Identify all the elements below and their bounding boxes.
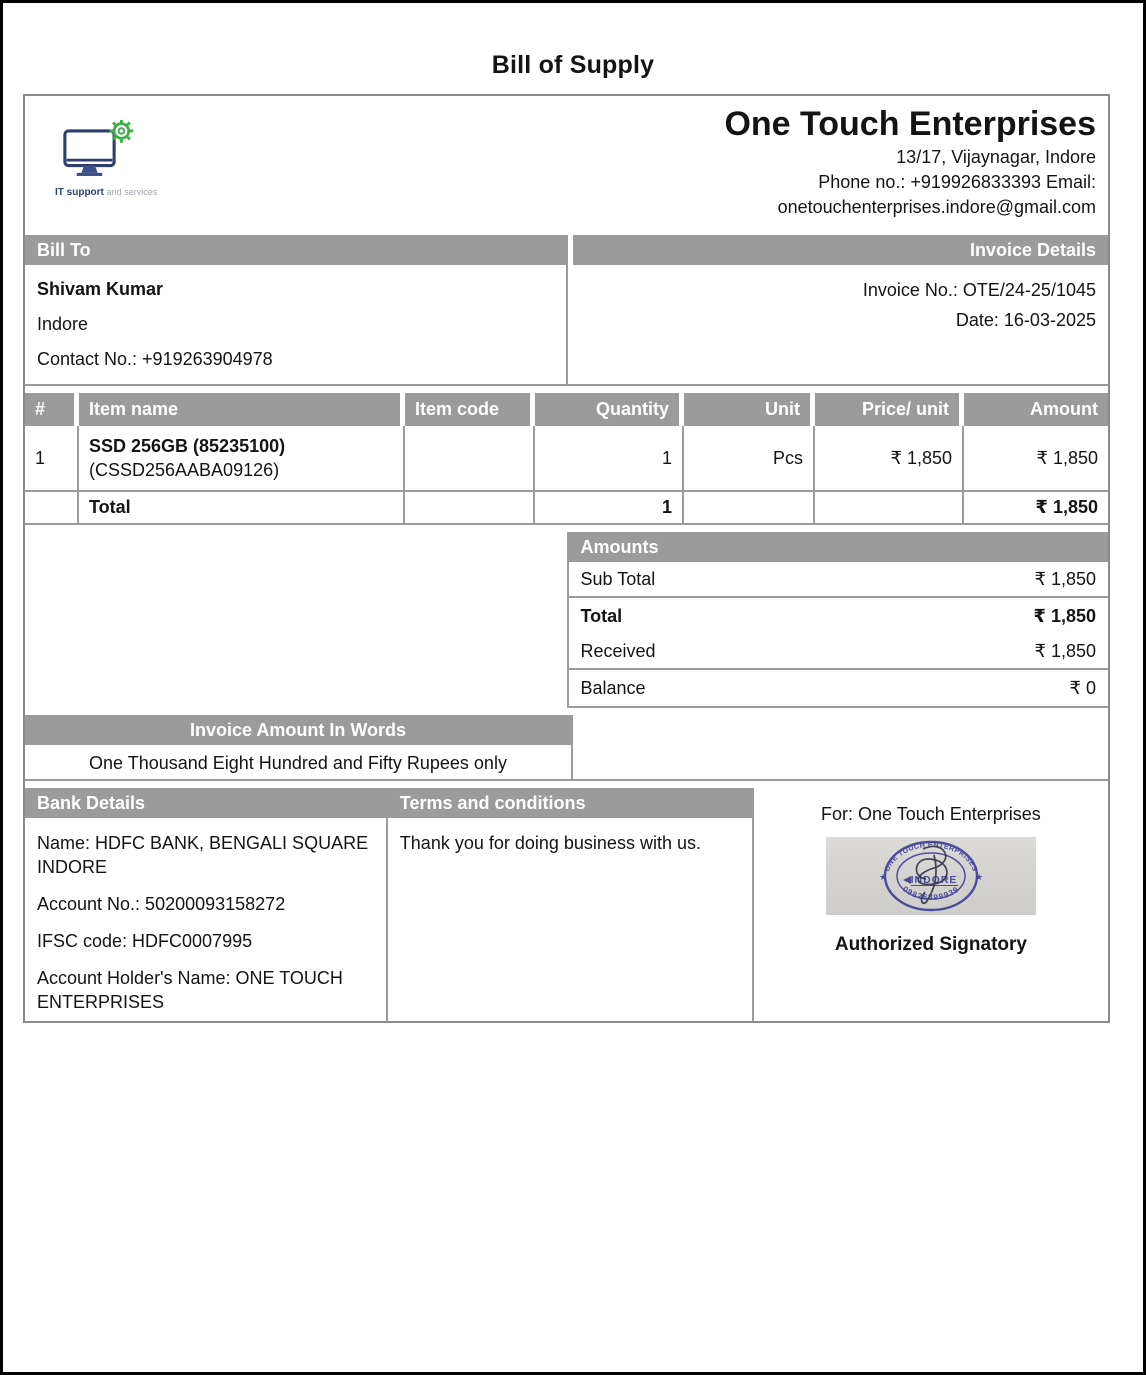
- items-total-row: [25, 492, 1108, 525]
- total-label: Total: [79, 492, 405, 525]
- total-amount: ₹ 1,850: [964, 492, 1108, 525]
- company-name: One Touch Enterprises: [724, 105, 1096, 143]
- bank-name: Name: HDFC BANK, BENGALI SQUARE INDORE: [37, 833, 369, 877]
- stamp-star-left-icon: ★: [878, 872, 887, 882]
- item-num: 1: [25, 426, 79, 492]
- amount-in-words-header: Invoice Amount In Words: [25, 715, 571, 745]
- company-stamp-icon: [826, 837, 1036, 915]
- page-title: Bill of Supply: [491, 51, 655, 79]
- item-code: [405, 426, 535, 492]
- billto-header: Bill To: [25, 235, 568, 265]
- company-phone: Phone no.: +919926833393 Email:: [818, 171, 1096, 192]
- amount-row-total: [569, 598, 1109, 634]
- signature-column: [754, 788, 1108, 1021]
- company-email: onetouchenterprises.indore@gmail.com: [777, 196, 1096, 217]
- item-quantity: 1: [535, 426, 684, 492]
- item-amount: ₹ 1,850: [964, 426, 1108, 492]
- amount-in-words-section: [25, 715, 1108, 781]
- terms-column: [388, 788, 754, 1021]
- billto-header-row: [25, 235, 1108, 265]
- bottom-section: [25, 788, 1108, 1021]
- col-header-price: Price/ unit: [815, 393, 964, 426]
- amount-row-received: [569, 634, 1109, 670]
- balance-value: ₹ 0: [1069, 677, 1096, 698]
- total-empty-code: [405, 492, 535, 525]
- total-empty-unit: [684, 492, 815, 525]
- amounts-header: Amounts: [569, 532, 1109, 562]
- col-header-quantity: Quantity: [535, 393, 684, 426]
- stamp-center-text: INDORE: [910, 874, 958, 886]
- total-value: ₹ 1,850: [1033, 605, 1096, 626]
- computer-monitor-icon: [65, 131, 114, 176]
- gear-icon: [110, 120, 134, 143]
- amount-in-words-text: One Thousand Eight Hundred and Fifty Rupees only: [25, 745, 571, 781]
- item-name: SSD 256GB (85235100): [89, 436, 286, 456]
- customer-name: Shivam Kumar: [37, 279, 164, 299]
- received-label: Received: [580, 640, 656, 661]
- logo-caption-bold: IT support: [55, 187, 104, 198]
- total-label: Total: [580, 605, 623, 626]
- stamp-photo: [754, 837, 1108, 920]
- col-header-amount: Amount: [964, 393, 1108, 426]
- billto-section: [25, 235, 1108, 386]
- total-quantity: 1: [535, 492, 684, 525]
- authorized-signatory-label: Authorized Signatory: [834, 934, 1027, 955]
- company-address: 13/17, Vijaynagar, Indore: [896, 146, 1096, 167]
- billto-content: [25, 265, 568, 384]
- stamp-star-right-icon: ★: [974, 872, 983, 882]
- company-header: [25, 96, 1108, 235]
- logo-caption-light: and services: [106, 187, 158, 197]
- terms-header: Terms and conditions: [388, 788, 752, 818]
- bank-ifsc: IFSC code: HDFC0007995: [37, 931, 253, 951]
- item-price: ₹ 1,850: [815, 426, 964, 492]
- amount-in-words-empty-box: [573, 715, 1108, 781]
- company-info: [724, 96, 1108, 235]
- col-header-item-name: Item name: [79, 393, 405, 426]
- col-header-num: #: [25, 393, 79, 426]
- customer-city: Indore: [37, 314, 89, 334]
- invoice-details-header: Invoice Details: [573, 235, 1108, 265]
- items-table: [25, 393, 1108, 525]
- logo-caption: [49, 187, 245, 198]
- amount-row-balance: [569, 670, 1109, 706]
- subtotal-value: ₹ 1,850: [1034, 568, 1096, 589]
- amounts-section: [567, 532, 1109, 708]
- bank-details-column: [25, 788, 388, 1021]
- item-name-cell: [79, 426, 405, 492]
- col-header-item-code: Item code: [405, 393, 535, 426]
- billto-body: [25, 265, 1108, 386]
- it-support-logo-icon: [49, 120, 161, 182]
- subtotal-label: Sub Total: [580, 568, 656, 589]
- items-table-header-row: [25, 393, 1108, 426]
- invoice-details-content: [568, 265, 1108, 384]
- total-empty-num: [25, 492, 79, 525]
- invoice-sheet: [23, 94, 1110, 1023]
- item-serial: (CSSD256AABA09126): [89, 460, 280, 480]
- bank-details-header: Bank Details: [25, 788, 386, 818]
- balance-label: Balance: [580, 677, 646, 698]
- bank-account-no: Account No.: 50200093158272: [37, 894, 286, 914]
- amount-row-subtotal: [569, 562, 1109, 598]
- invoice-date: Date: 16-03-2025: [955, 310, 1096, 330]
- table-row: [25, 426, 1108, 492]
- total-empty-price: [815, 492, 964, 525]
- signature-for-line: For: One Touch Enterprises: [821, 804, 1041, 824]
- terms-text: Thank you for doing business with us.: [399, 833, 701, 853]
- bank-account-holder: Account Holder's Name: ONE TOUCH ENTERPRISES: [37, 968, 343, 1012]
- item-unit: Pcs: [684, 426, 815, 492]
- received-value: ₹ 1,850: [1034, 640, 1096, 661]
- company-logo: [25, 96, 245, 235]
- stamp-arc-bottom-text: 09826899939: [900, 884, 962, 902]
- invoice-number: Invoice No.: OTE/24-25/1045: [862, 280, 1096, 300]
- col-header-unit: Unit: [684, 393, 815, 426]
- amount-in-words-box: [25, 715, 573, 781]
- stamp-arc-top-text: ONE TOUCH ENTERPRISES: [882, 839, 980, 873]
- customer-contact: Contact No.: +919263904978: [37, 349, 273, 369]
